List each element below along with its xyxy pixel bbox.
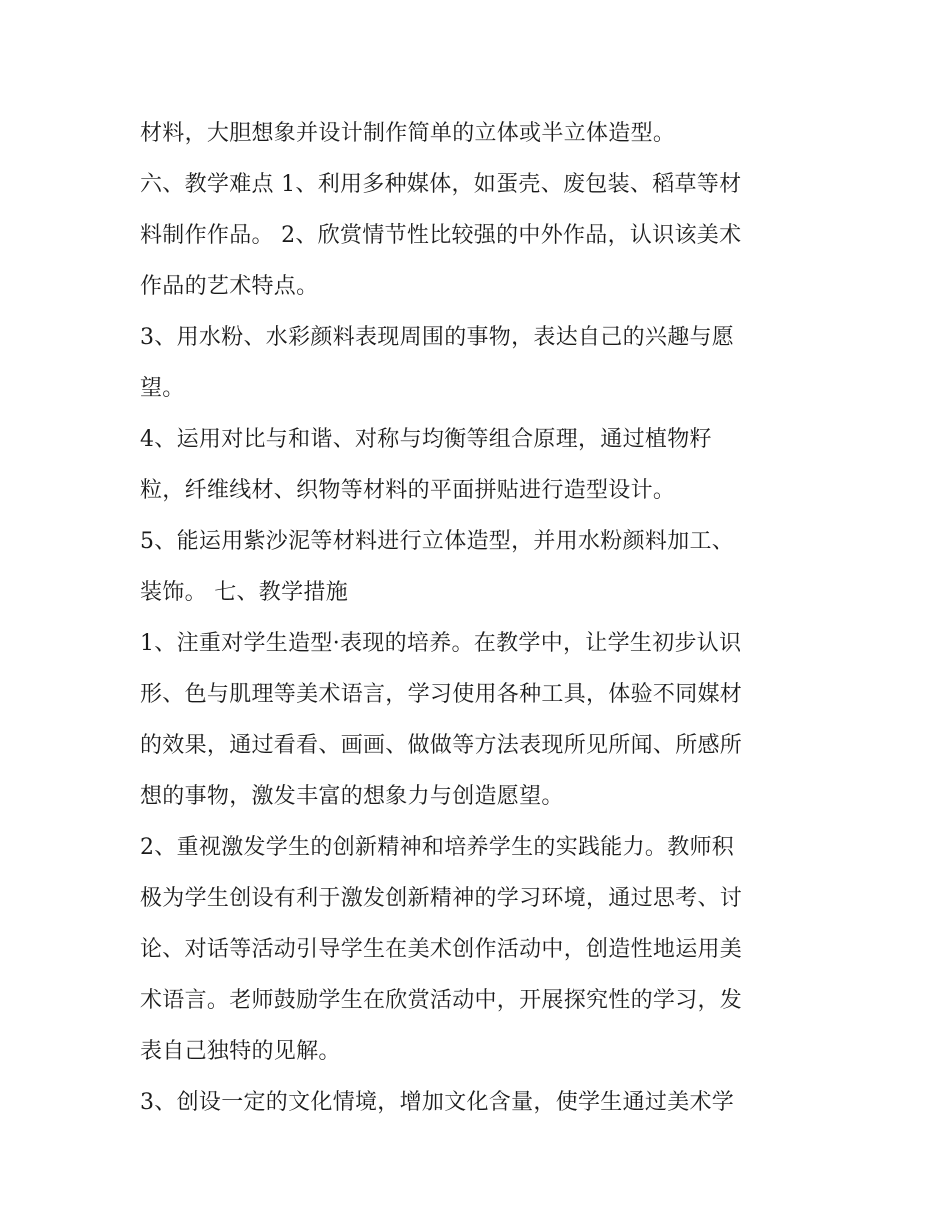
text-line: 论、对话等活动引导学生在美术创作活动中，创造性地运用美	[140, 937, 743, 962]
text-line: 3、用水粉、水彩颜料表现周围的事物，表达自己的兴趣与愿	[140, 325, 735, 350]
text-line: 粒，纤维线材、织物等材料的平面拼贴进行造型设计。	[140, 478, 676, 503]
text-line: 1、注重对学生造型·表现的培养。在教学中，让学生初步认识	[140, 631, 742, 656]
text-line: 想的事物，激发丰富的想象力与创造愿望。	[140, 784, 564, 809]
text-line: 六、教学难点 1、利用多种媒体，如蛋壳、废包装、稻草等材	[140, 172, 742, 197]
text-line: 材料，大胆想象并设计制作简单的立体或半立体造型。	[140, 121, 676, 146]
text-line: 2、重视激发学生的创新精神和培养学生的实践能力。教师积	[140, 835, 735, 860]
text-line: 望。	[140, 376, 185, 401]
text-line: 料制作作品。 2、欣赏情节性比较强的中外作品，认识该美术	[140, 223, 742, 248]
text-line: 表自己独特的见解。	[140, 1039, 341, 1064]
text-line: 的效果，通过看看、画画、做做等方法表现所见所闻、所感所	[140, 733, 743, 758]
document-body	[140, 108, 820, 1128]
text-line: 极为学生创设有利于激发创新精神的学习环境，通过思考、讨	[140, 886, 743, 911]
text-line: 5、能运用紫沙泥等材料进行立体造型，并用水粉颜料加工、	[140, 529, 735, 554]
text-line: 装饰。 七、教学措施	[140, 580, 348, 605]
text-line: 3、创设一定的文化情境，增加文化含量，使学生通过美术学	[140, 1090, 735, 1115]
text-line: 术语言。老师鼓励学生在欣赏活动中，开展探究性的学习，发	[140, 988, 743, 1013]
text-line: 形、色与肌理等美术语言，学习使用各种工具，体验不同媒材	[140, 682, 743, 707]
text-line: 4、运用对比与和谐、对称与均衡等组合原理，通过植物籽	[140, 427, 712, 452]
text-line: 作品的艺术特点。	[140, 274, 319, 299]
